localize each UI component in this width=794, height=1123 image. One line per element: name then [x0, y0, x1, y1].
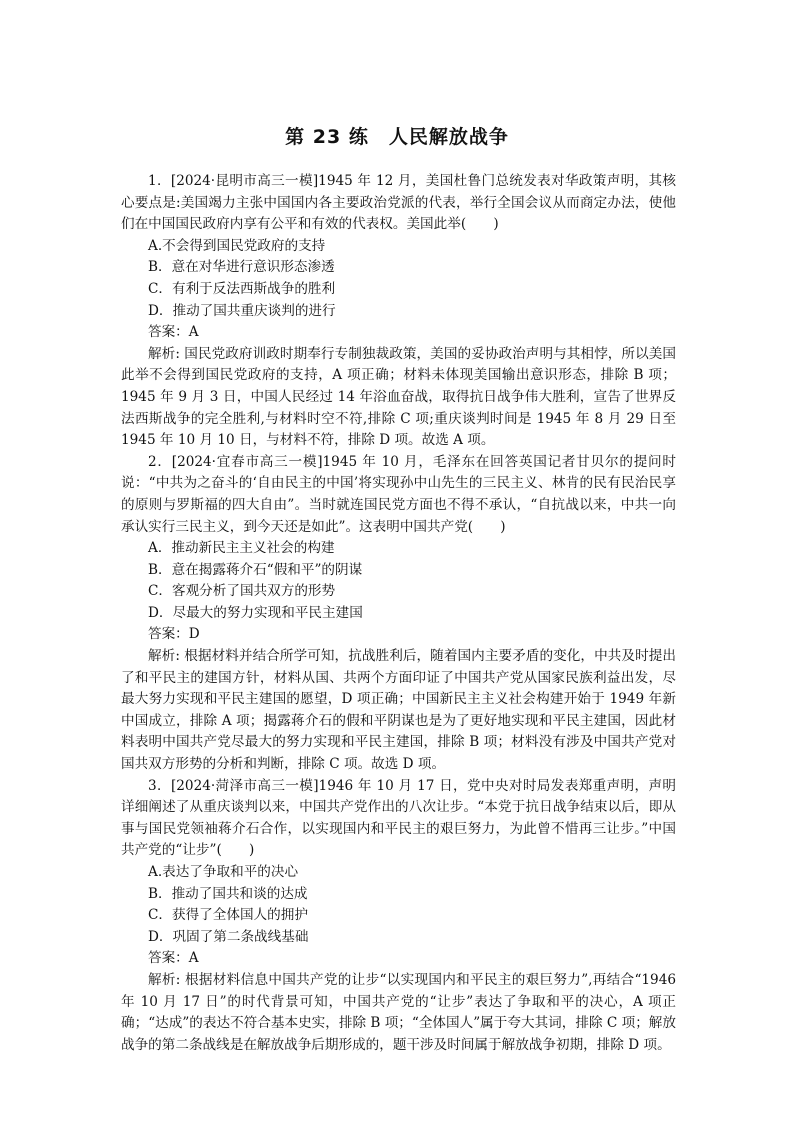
question-list — [121, 171, 676, 1056]
option-d: D．巩固了第二条战线基础 — [148, 928, 309, 945]
question-1 — [121, 171, 676, 452]
option-b: B．意在揭露蒋介石“假和平”的阴谋 — [148, 561, 363, 578]
option-a: A.不会得到国民党政府的支持 — [148, 237, 326, 254]
option-d: D．推动了国共重庆谈判的进行 — [148, 302, 336, 319]
analysis: 解析: 根据材料并结合所学可知，抗战胜利后，随着国内主要矛盾的变化，中共及时提出了和平民主的建国方针，材料从国、共两个方面印证了中国共产党从国家民族利益出发，尽最大努力实现和平民主建国的愿望，D 项正确；中国新民主主义社会构建开始于 1949 年新中国成立，排除 A 项；揭露蒋介石的假和平阴谋也是为了更好地实现和平民主建国，因此材料表明中国共产党尽最大的努力实现和平民主建国，排除 B 项；材料没有涉及中国共产党对国共双方形势的分析和判断，排除 C 项。故选 D 项。 — [121, 648, 676, 773]
question-stem: 1．[2024·昆明市高三一模]1945 年 12 月，美国杜鲁门总统发表对华政策声明，其核心要点是:美国竭力主张中国国内各主要政治党派的代表，举行全国会议从而商定办法，使他们在中国国民政府内享有公平和有效的代表权。美国此举( ) — [121, 173, 676, 233]
question-3 — [121, 776, 676, 1057]
question-stem: 2．[2024·宜春市高三一模]1945 年 10 月，毛泽东在回答英国记者甘贝尔的提问时说：“中共为之奋斗的‘自由民主的中国’将实现孙中山先生的三民主义、林肯的民有民治民享的原则与罗斯福的四大自由”。当时就连国民党方面也不得不承认，“自抗战以来，中共一向承认实行三民主义，到今天还是如此”。这表明中国共产党( ) — [121, 453, 676, 535]
question-stem: 3．[2024·菏泽市高三一模]1946 年 10 月 17 日，党中央对时局发表郑重声明，声明详细阐述了从重庆谈判以来，中国共产党作出的八次让步。“本党于抗日战争结束以后，即从事与国民党领袖蒋介石合作，以实现国内和平民主的艰巨努力，为此曾不惜再三让步。”中国共产党的“让步”( ) — [121, 777, 676, 859]
option-c: C．客观分析了国共双方的形势 — [148, 583, 336, 600]
option-b: B．意在对华进行意识形态渗透 — [148, 259, 335, 276]
answer: 答案：D — [148, 626, 200, 643]
page-title: 第 23 练 人民解放战争 — [285, 126, 509, 148]
analysis: 解析: 根据材料信息中国共产党的让步“以实现国内和平民主的艰巨努力”,再结合“1946 年 10 月 17 日”的时代背景可知，中国共产党的“让步”表达了争取和平的决心，A 项正确；“达成”的表达不符合基本史实，排除 B 项；“全体国人”属于夸大其词，排除 C 项；解放战争的第二条战线是在解放战争后期形成的，题干涉及时间属于解放战争初期，排除 D 项。 — [121, 971, 676, 1053]
analysis: 解析: 国民党政府训政时期奉行专制独裁政策，美国的妥协政治声明与其相悖，所以美国此举不会得到国民党政府的支持，A 项正确；材料未体现美国输出意识形态，排除 B 项；1945 年 9 月 3 日，中国人民经过 14 年浴血奋战，取得抗日战争伟大胜利，宣告了世界反法西斯战争的完全胜利,与材料时空不符,排除 C 项;重庆谈判时间是 1945 年 8 月 29 日至 1945 年 10 月 10 日，与材料不符，排除 D 项。故选 A 项。 — [121, 345, 676, 449]
answer: 答案：A — [148, 324, 199, 341]
option-d: D．尽最大的努力实现和平民主建国 — [148, 604, 363, 621]
option-a: A.表达了争取和平的决心 — [148, 864, 299, 880]
option-c: C．有利于反法西斯战争的胜利 — [148, 280, 336, 297]
option-b: B．推动了国共和谈的达成 — [148, 885, 308, 902]
question-2 — [121, 452, 676, 776]
option-c: C．获得了全体国人的拥护 — [148, 907, 308, 924]
option-a: A．推动新民主主义社会的构建 — [148, 540, 335, 557]
answer: 答案：A — [148, 950, 199, 967]
